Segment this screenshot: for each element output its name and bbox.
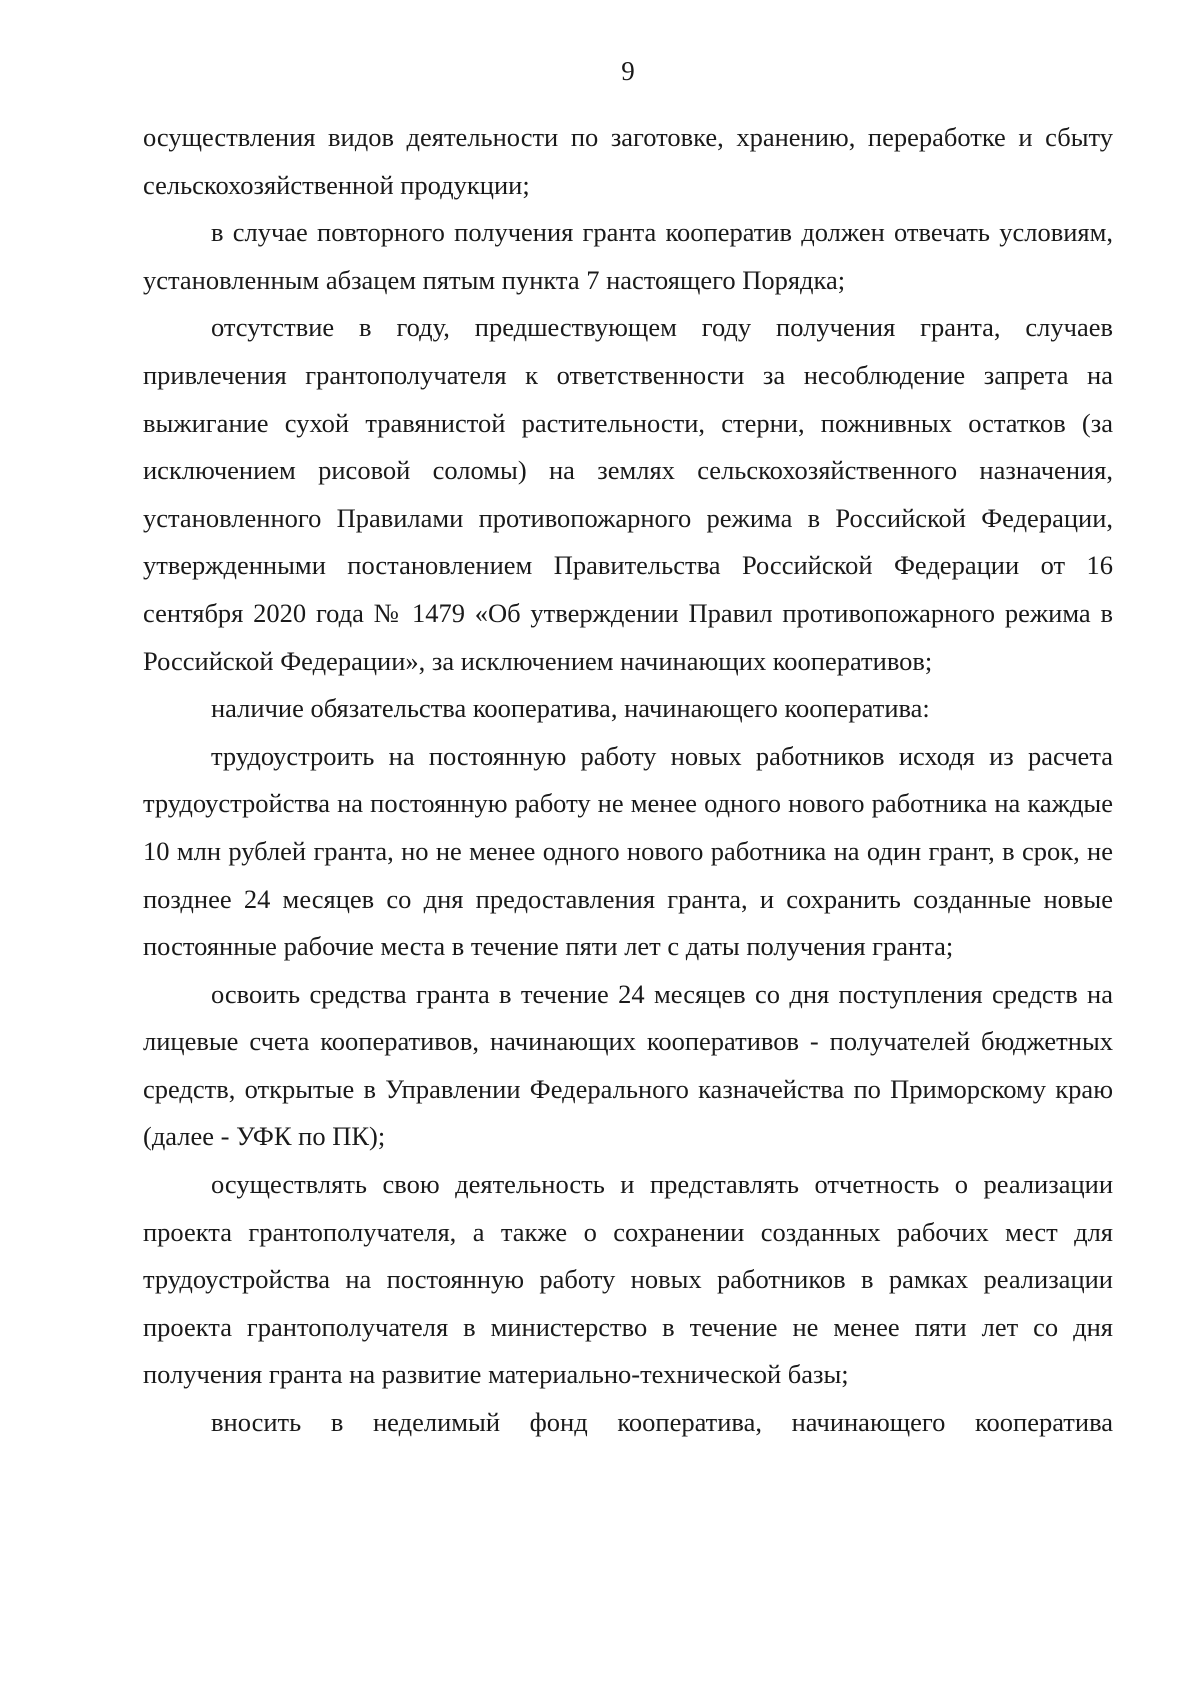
paragraph-indivisible-fund: вносить в неделимый фонд кооператива, начинающего кооператива	[211, 1407, 1113, 1438]
paragraph-continuation: осуществления видов деятельности по заготовке, хранению, переработке и сбыту сельскохозяйственной продукции;	[143, 122, 1113, 200]
paragraph-spend-funds-obligation: освоить средства гранта в течение 24 месяцев со дня поступления средств на лицевые счета кооперативов, начинающих кооперативов - получателей бюджетных средств, открытые в Управлении Федерального казначейства по Приморскому краю (далее - УФК по ПК);	[143, 978, 1113, 1152]
paragraph-obligation-intro: наличие обязательства кооператива, начинающего кооператива:	[211, 693, 930, 724]
paragraph-repeat-grant-condition: в случае повторного получения гранта кооператив должен отвечать условиям, установленным абзацем пятым пункта 7 настоящего Порядка;	[143, 217, 1113, 295]
paragraph-reporting-obligation: осуществлять свою деятельность и представлять отчетность о реализации проекта грантополучателя, а также о сохранении созданных рабочих мест для трудоустройства на постоянную работу новых работников в рамках реализации проекта грантополучателя в министерство в течение не менее пяти лет со дня получения гранта на развитие материально-технической базы;	[143, 1169, 1113, 1390]
paragraph-employment-obligation: трудоустроить на постоянную работу новых работников исходя из расчета трудоустройства на постоянную работу не менее одного нового работника на каждые 10 млн рублей гранта, но не менее одного нового работника на один грант, в срок, не позднее 24 месяцев со дня предоставления гранта, и сохранить созданные новые постоянные рабочие места в течение пяти лет с даты получения гранта;	[143, 740, 1113, 962]
document-body	[143, 114, 1113, 1447]
page-number: 9	[621, 56, 635, 86]
paragraph-fire-regime-condition: отсутствие в году, предшествующем году получения гранта, случаев привлечения грантополучателя к ответственности за несоблюдение запрета на выжигание сухой травянистой растительности, стерни, пожнивных остатков (за исключением рисовой соломы) на землях сельскохозяйственного назначения, установленного Правилами противопожарного режима в Российской Федерации, утвержденными постановлением Правительства Российской Федерации от 16 сентября 2020 года № 1479 «Об утверждении Правил противопожарного режима в Российской Федерации», за исключением начинающих кооперативов;	[143, 312, 1113, 676]
